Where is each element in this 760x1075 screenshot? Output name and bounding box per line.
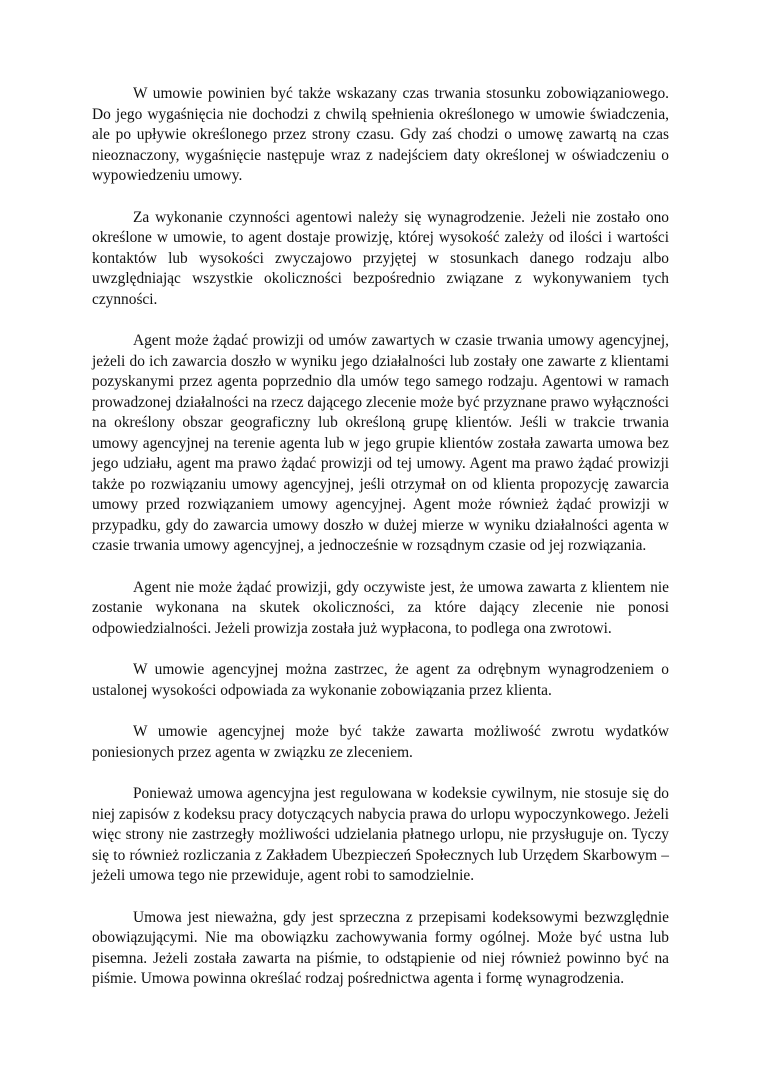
paragraph-commission-rights: Agent może żądać prowizji od umów zawartych w czasie trwania umowy agencyjnej, jeżeli do ich zawarcia doszło w wyniku jego działalności lub zostały one zawarte z klientami pozyskanymi przez agenta poprzednio dla umów tego samego rodzaju. Agentowi w ramach prowadzonej działalności na rzecz dającego zlecenie może być przyznane prawo wyłączności na określony obszar geograficzny lub określoną grupę klientów. Jeśli w trakcie trwania umowy agencyjnej na terenie agenta lub w jego grupie klientów została zawarta umowa bez jego udziału, agent ma prawo żądać prowizji od tej umowy. Agent ma prawo żądać prowizji także po rozwiązaniu umowy agencyjnej, jeśli otrzymał on od klienta propozycję zawarcia umowy przed rozwiązaniem umowy agencyjnej. Agent może również żądać prowizji w przypadku, gdy do zawarcia umowy doszło w dużej mierze w wyniku działalności agenta w czasie trwania umowy agencyjnej, a jednocześnie w rozsądnym czasie od jej rozwiązania. [92,332,669,554]
paragraph-del-credere: W umowie agencyjnej można zastrzec, że agent za odrębnym wynagrodzeniem o ustalonej wysokości odpowiada za wykonanie zobowiązania przez klienta. [92,661,669,699]
paragraph-contract-duration: W umowie powinien być także wskazany czas trwania stosunku zobowiązaniowego. Do jego wygaśnięcia nie dochodzi z chwilą spełnienia określonego w umowie świadczenia, ale po upływie określonego przez strony czasu. Gdy zaś chodzi o umowę zawartą na czas nieoznaczony, wygaśnięcie następuje wraz z nadejściem daty określonej w oświadczeniu o wypowiedzeniu umowy. [92,85,669,184]
document-body [92,84,669,1011]
paragraph-contract-form: Umowa jest nieważna, gdy jest sprzeczna z przepisami kodeksowymi bezwzględnie obowiązującymi. Nie ma obowiązku zachowywania formy ogólnej. Może być ustna lub pisemna. Jeżeli została zawarta na piśmie, to odstąpienie od niej również powinno być na piśmie. Umowa powinna określać rodzaj pośrednictwa agenta i formę wynagrodzenia. [92,908,669,987]
paragraph-agent-remuneration: Za wykonanie czynności agentowi należy się wynagrodzenie. Jeżeli nie zostało ono określone w umowie, to agent dostaje prowizję, której wysokość zależy od ilości i wartości kontaktów lub wysokości zwyczajowo przyjętej w stosunkach danego rodzaju albo uwzględniając wszystkie okoliczności bezpośrednio związane z wykonywaniem tych czynności. [92,208,669,308]
paragraph-commission-exclusion: Agent nie może żądać prowizji, gdy oczywiste jest, że umowa zawarta z klientem nie zostanie wykonana na skutek okoliczności, za które dający zlecenie nie ponosi odpowiedzialności. Jeżeli prowizja została już wypłacona, to podlega ona zwrotowi. [92,578,669,637]
paragraph-expense-reimbursement: W umowie agencyjnej może być także zawarta możliwość zwrotu wydatków poniesionych przez agenta w związku ze zleceniem. [92,723,669,761]
paragraph-labour-code: Ponieważ umowa agencyjna jest regulowana w kodeksie cywilnym, nie stosuje się do niej zapisów z kodeksu pracy dotyczących nabycia prawa do urlopu wypoczynkowego. Jeżeli więc strony nie zastrzegły możliwości udzielania płatnego urlopu, nie przysługuje on. Tyczy się to również rozliczania z Zakładem Ubezpieczeń Społecznych lub Urzędem Skarbowym – jeżeli umowa tego nie przewiduje, agent robi to samodzielnie. [92,785,669,884]
